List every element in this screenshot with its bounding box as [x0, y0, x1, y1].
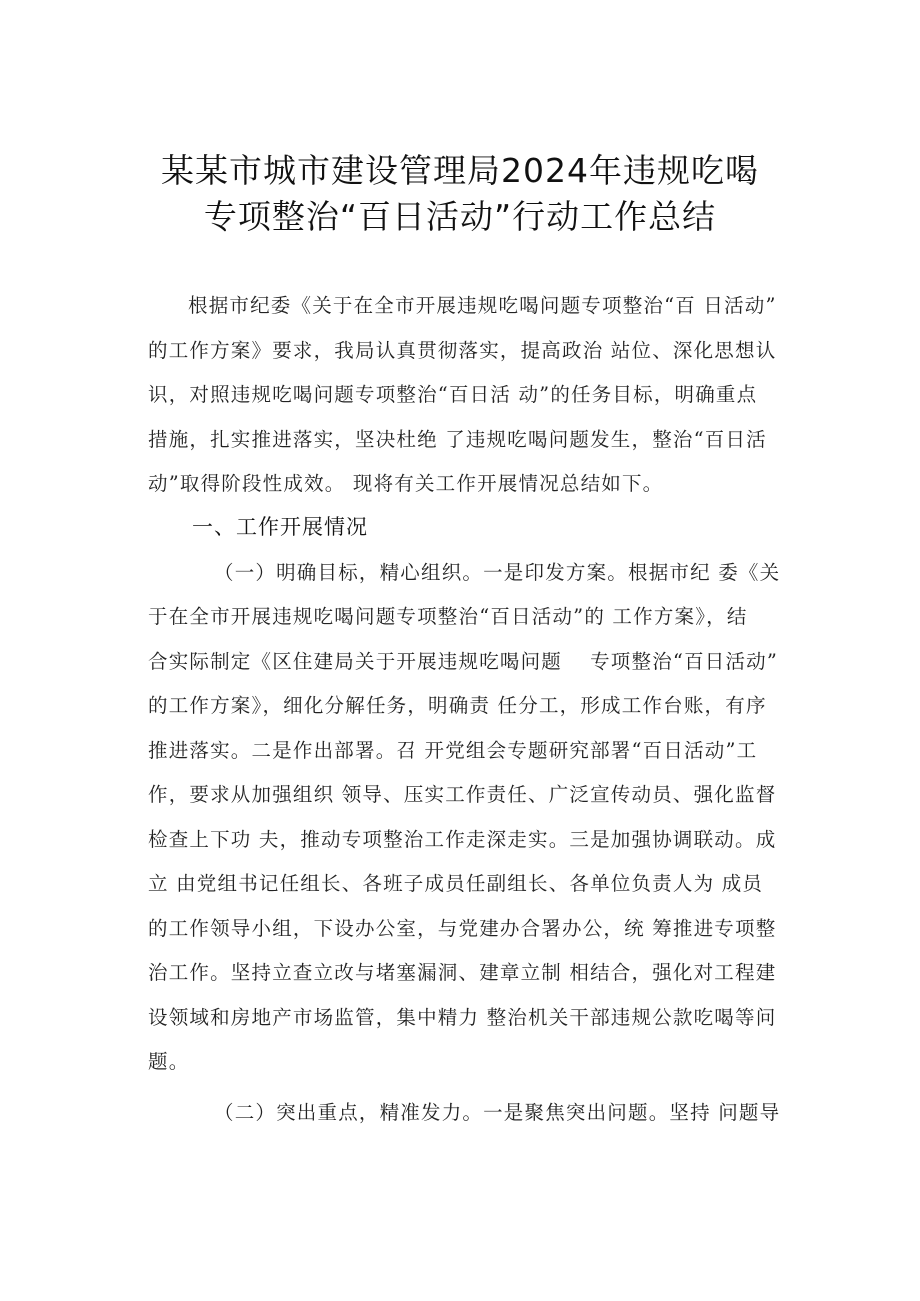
text-line: 识，对照违规吃喝问题专项整治“百日活 动”的任务目标，明确重点: [148, 383, 758, 406]
text-line: 治工作。坚持立查立改与堵塞漏洞、建章立制 相结合，强化对工程建: [148, 961, 777, 984]
text-line: 推进落实。二是作出部署。召 开党组会专题研究部署“百日活动”工: [148, 738, 758, 762]
document-title: [0, 148, 920, 240]
document-body: [148, 284, 808, 1135]
section-heading: 一、工作开展情况: [192, 514, 368, 539]
text-line: 立 由党组书记任组长、各班子成员任副组长、各单位负责人为 成员: [148, 872, 764, 895]
text-line: 设领域和房地产市场监管，集中精力 整治机关干部违规公款吃喝等问: [148, 1005, 777, 1029]
title-line: 专项整治“百日活动”行动工作总结: [203, 197, 717, 236]
text-line: 的工作方案》，细化分解任务，明确责 任分工，形成工作台账，有序: [148, 694, 767, 717]
text-line: 措施，扎实推进落实，坚决杜绝 了违规吃喝问题发生，整治“百日活: [148, 427, 767, 451]
text-line: （二）突出重点，精准发力。一是聚焦突出问题。坚持 问题导: [214, 1100, 781, 1124]
text-line: 合实际制定《区住建局关于开展违规吃喝问题 专项整治“百日活动”: [148, 649, 779, 673]
text-line: 作，要求从加强组织 领导、压实工作责任、广泛宣传动员、强化监督: [148, 783, 777, 806]
text-line: 于在全市开展违规吃喝问题专项整治“百日活动”的 工作方案》，结: [148, 605, 748, 628]
title-line: 某某市城市建设管理局2024年违规吃喝: [161, 151, 759, 190]
text-line: 题。: [148, 1050, 190, 1073]
text-line: 根据市纪委《关于在全市开展违规吃喝问题专项整治“百 日活动”: [188, 294, 777, 317]
text-line: 的工作领导小组，下设办公室，与党建办合署办公，统 筹推进专项整: [148, 916, 777, 940]
text-line: 的工作方案》要求，我局认真贯彻落实，提高政治 站位、深化思想认: [148, 338, 777, 362]
paragraph-2: [148, 1091, 808, 1136]
paragraph-1: [148, 551, 808, 1085]
text-line: 动”取得阶段性成效。 现将有关工作开展情况总结如下。: [148, 472, 664, 495]
text-line: （一）明确目标，精心组织。一是印发方案。根据市纪 委《关: [214, 560, 781, 584]
intro-paragraph: [148, 284, 808, 507]
text-line: 检查上下功 夫，推动专项整治工作走深走实。三是加强协调联动。成: [148, 827, 777, 851]
